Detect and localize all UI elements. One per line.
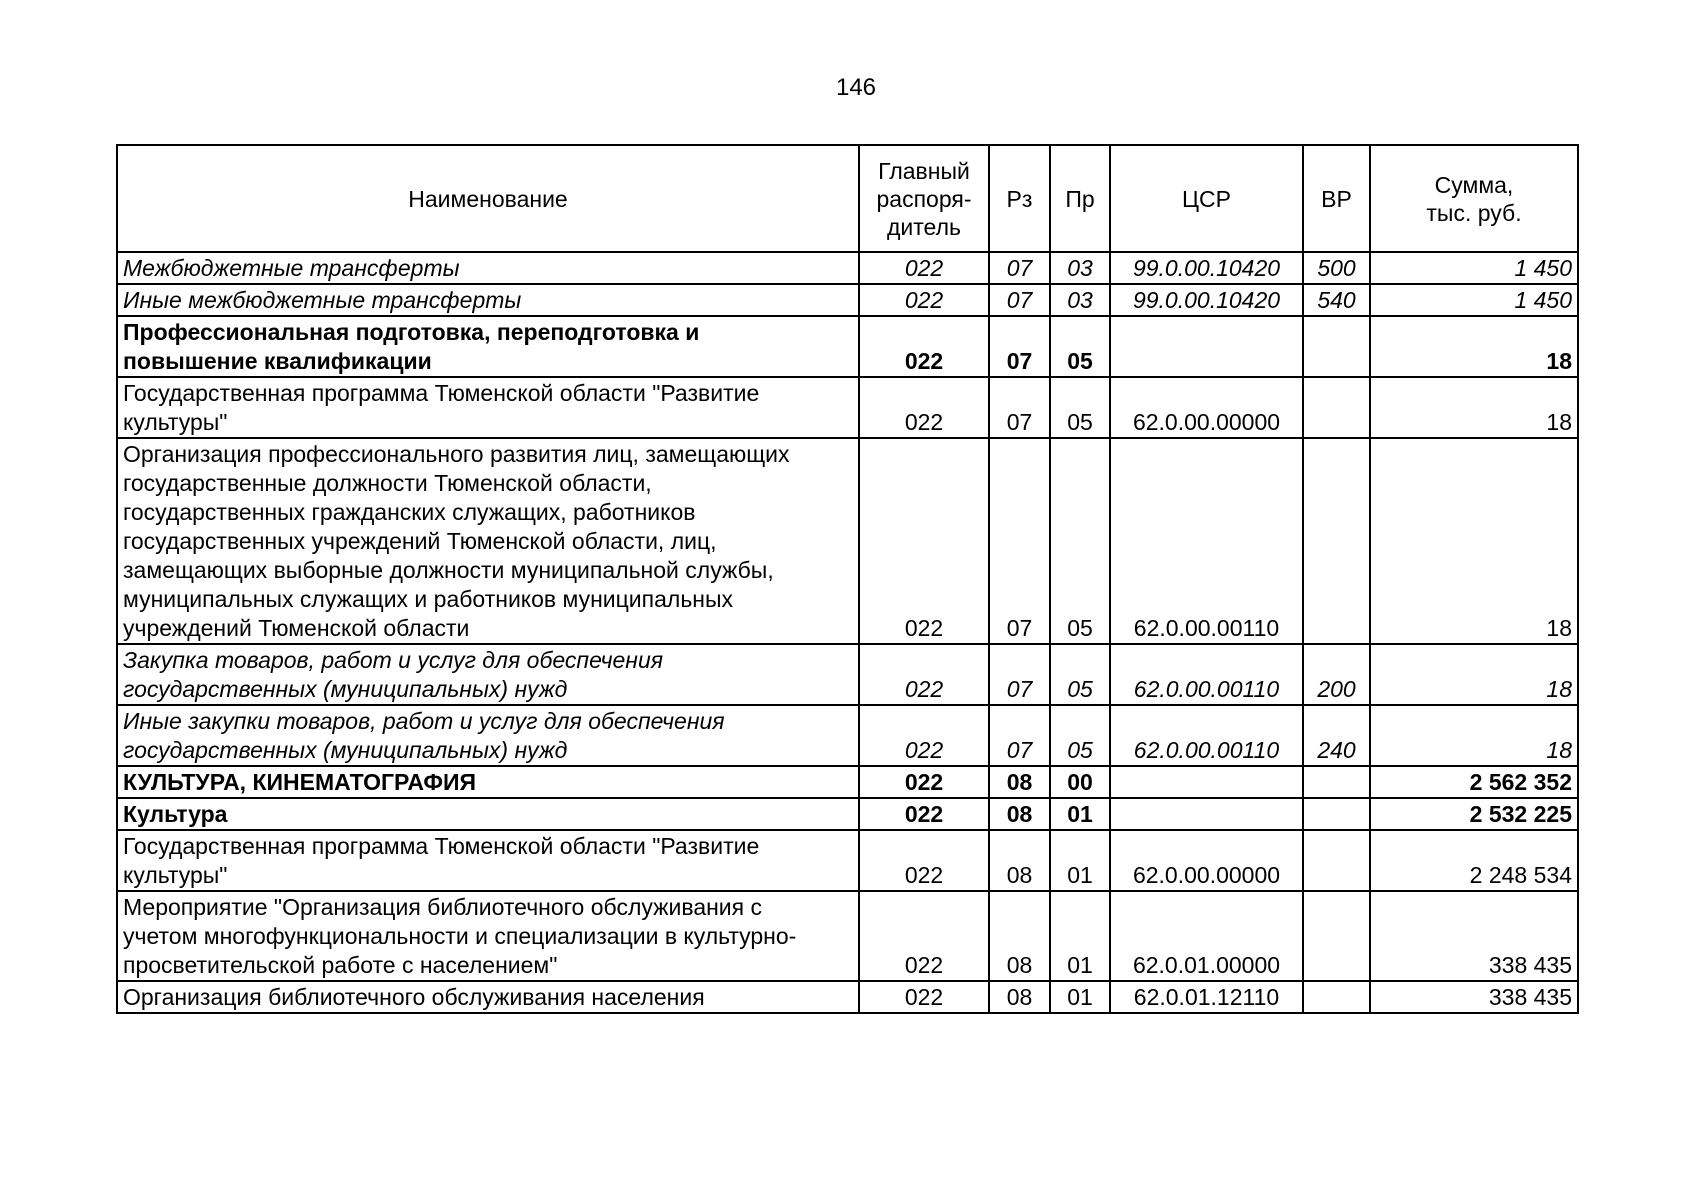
- cell-sum: 18: [1370, 644, 1578, 705]
- cell-sum: 18: [1370, 377, 1578, 438]
- cell-admin: 022: [859, 316, 989, 377]
- cell-vr: [1303, 981, 1370, 1013]
- cell-pr: 01: [1050, 891, 1110, 981]
- table-header-row: [117, 145, 1578, 252]
- cell-pr: 05: [1050, 705, 1110, 766]
- cell-csr: [1110, 766, 1303, 798]
- table-row: [117, 644, 1578, 705]
- cell-admin: 022: [859, 830, 989, 891]
- header-pr: Пр: [1050, 145, 1110, 252]
- cell-name: Профессиональная подготовка, переподготовка и повышение квалификации: [117, 316, 859, 377]
- cell-vr: [1303, 830, 1370, 891]
- cell-name: Иные закупки товаров, работ и услуг для обеспечения государственных (муниципальных) нужд: [117, 705, 859, 766]
- header-name: Наименование: [117, 145, 859, 252]
- cell-csr: 99.0.00.10420: [1110, 284, 1303, 316]
- cell-sum: 2 248 534: [1370, 830, 1578, 891]
- cell-admin: 022: [859, 377, 989, 438]
- cell-admin: 022: [859, 766, 989, 798]
- header-admin-line-1: Главный: [878, 158, 970, 184]
- cell-csr: [1110, 798, 1303, 830]
- cell-sum: 1 450: [1370, 284, 1578, 316]
- cell-csr: 62.0.00.00110: [1110, 705, 1303, 766]
- cell-sum: 2 532 225: [1370, 798, 1578, 830]
- cell-name: Межбюджетные трансферты: [117, 252, 859, 284]
- cell-vr: [1303, 766, 1370, 798]
- header-sum-line-2: тыс. руб.: [1426, 200, 1522, 226]
- cell-name: КУЛЬТУРА, КИНЕМАТОГРАФИЯ: [117, 766, 859, 798]
- cell-name: Мероприятие "Организация библиотечного обслуживания с учетом многофункциональности и специализации в культурно- просветительской работе с населением": [117, 891, 859, 981]
- cell-vr: 200: [1303, 644, 1370, 705]
- cell-sum: 1 450: [1370, 252, 1578, 284]
- header-sum-line-1: Сумма,: [1434, 172, 1514, 198]
- cell-rz: 07: [989, 316, 1050, 377]
- table-row: [117, 705, 1578, 766]
- cell-csr: 62.0.00.00000: [1110, 377, 1303, 438]
- cell-admin: 022: [859, 252, 989, 284]
- cell-pr: 05: [1050, 438, 1110, 644]
- table-row: [117, 798, 1578, 830]
- cell-sum: 338 435: [1370, 981, 1578, 1013]
- cell-admin: 022: [859, 798, 989, 830]
- cell-sum: 2 562 352: [1370, 766, 1578, 798]
- table-row: [117, 377, 1578, 438]
- header-admin: [859, 145, 989, 252]
- cell-pr: 01: [1050, 981, 1110, 1013]
- cell-pr: 00: [1050, 766, 1110, 798]
- cell-rz: 08: [989, 891, 1050, 981]
- cell-vr: 540: [1303, 284, 1370, 316]
- cell-admin: 022: [859, 891, 989, 981]
- cell-vr: [1303, 316, 1370, 377]
- header-vr: ВР: [1303, 145, 1370, 252]
- cell-vr: [1303, 891, 1370, 981]
- cell-vr: [1303, 798, 1370, 830]
- table-row: [117, 316, 1578, 377]
- cell-vr: [1303, 377, 1370, 438]
- cell-admin: 022: [859, 284, 989, 316]
- cell-csr: [1110, 316, 1303, 377]
- table-row: [117, 438, 1578, 644]
- cell-pr: 03: [1050, 284, 1110, 316]
- cell-name: Культура: [117, 798, 859, 830]
- header-admin-line-2: распоря-: [876, 186, 972, 212]
- budget-table: [116, 144, 1579, 1014]
- table-row: [117, 766, 1578, 798]
- cell-admin: 022: [859, 705, 989, 766]
- cell-name: Иные межбюджетные трансферты: [117, 284, 859, 316]
- cell-vr: [1303, 438, 1370, 644]
- cell-rz: 08: [989, 830, 1050, 891]
- cell-name: Государственная программа Тюменской области "Развитие культуры": [117, 830, 859, 891]
- cell-sum: 338 435: [1370, 891, 1578, 981]
- table-body: [117, 252, 1578, 1013]
- cell-pr: 05: [1050, 644, 1110, 705]
- cell-name: Организация библиотечного обслуживания населения: [117, 981, 859, 1013]
- cell-csr: 62.0.00.00000: [1110, 830, 1303, 891]
- header-csr: ЦСР: [1110, 145, 1303, 252]
- cell-pr: 03: [1050, 252, 1110, 284]
- cell-rz: 08: [989, 798, 1050, 830]
- cell-sum: 18: [1370, 438, 1578, 644]
- page-number: 146: [835, 74, 877, 101]
- table-row: [117, 830, 1578, 891]
- cell-pr: 01: [1050, 830, 1110, 891]
- cell-name: Государственная программа Тюменской области "Развитие культуры": [117, 377, 859, 438]
- cell-csr: 62.0.00.00110: [1110, 438, 1303, 644]
- cell-sum: 18: [1370, 705, 1578, 766]
- cell-rz: 07: [989, 284, 1050, 316]
- cell-csr: 62.0.01.12110: [1110, 981, 1303, 1013]
- header-rz: Рз: [989, 145, 1050, 252]
- cell-vr: 240: [1303, 705, 1370, 766]
- cell-rz: 08: [989, 766, 1050, 798]
- table-row: [117, 981, 1578, 1013]
- cell-name: Организация профессионального развития лиц, замещающих государственные должности Тюменской области, государственных гражданских служащих, работников государственных учреждений Тюменской области, лиц, замещающих выборные должности муниципальной службы, муниципальных служащих и работников муниципальных учреждений Тюменской области: [117, 438, 859, 644]
- cell-rz: 07: [989, 644, 1050, 705]
- cell-sum: 18: [1370, 316, 1578, 377]
- cell-admin: 022: [859, 644, 989, 705]
- cell-rz: 08: [989, 981, 1050, 1013]
- cell-rz: 07: [989, 252, 1050, 284]
- header-sum: [1370, 145, 1578, 252]
- cell-admin: 022: [859, 981, 989, 1013]
- cell-csr: 99.0.00.10420: [1110, 252, 1303, 284]
- cell-rz: 07: [989, 438, 1050, 644]
- header-admin-line-3: дитель: [887, 214, 961, 240]
- table-row: [117, 284, 1578, 316]
- cell-rz: 07: [989, 377, 1050, 438]
- table-row: [117, 252, 1578, 284]
- cell-name: Закупка товаров, работ и услуг для обеспечения государственных (муниципальных) нужд: [117, 644, 859, 705]
- cell-pr: 05: [1050, 377, 1110, 438]
- cell-admin: 022: [859, 438, 989, 644]
- cell-pr: 05: [1050, 316, 1110, 377]
- cell-csr: 62.0.01.00000: [1110, 891, 1303, 981]
- cell-csr: 62.0.00.00110: [1110, 644, 1303, 705]
- table-row: [117, 891, 1578, 981]
- cell-pr: 01: [1050, 798, 1110, 830]
- cell-vr: 500: [1303, 252, 1370, 284]
- cell-rz: 07: [989, 705, 1050, 766]
